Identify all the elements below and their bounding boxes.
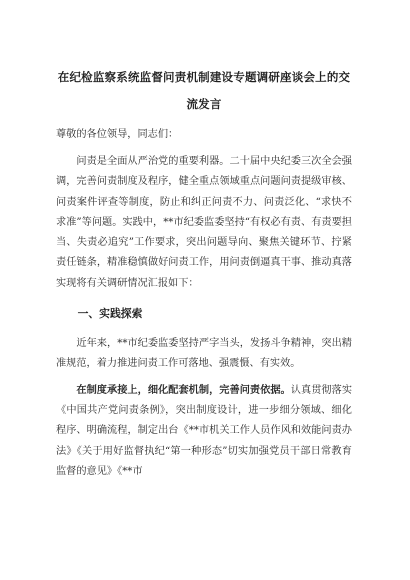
paragraph-body-text: 认真贯彻落实《中国共产党问责条例》，突出制度设计，进一步细分领域、细化程序、明确流程，制定出台《**市机关工作人员作风和效能问责办法》《关于用好监督执纪“第一种形态”切实加强党员干部日常教育监督的意见》《**市 <box>56 384 353 477</box>
paragraph-institutional <box>56 381 352 482</box>
paragraph-lead-sentence: 在制度承接上，细化配套机制，完善问责依据。 <box>76 384 291 396</box>
greeting: 尊敬的各位领导，同志们： <box>56 129 179 140</box>
paragraph-overview: 近年来，**市纪委监委坚持严字当头，发扬斗争精神，突出精准规范，着力推进问责工作可落地、强震慑、有实效。 <box>56 338 352 370</box>
section-heading-practice: 一、实践探索 <box>77 307 143 321</box>
title-line-2: 流发言 <box>186 97 222 111</box>
document-title <box>56 64 352 118</box>
title-line-1: 在纪检监察系统监督问责机制建设专题调研座谈会上的交 <box>57 70 351 84</box>
paragraph-intro: 问责是全面从严治党的重要利器。二十届中央纪委三次全会强调，完善问责制度及程序，健全重点领域重点问题问责提级审核、问责案件评查等制度，防止和纠正问责不力、问责泛化、“求快不求准”等问题。实践中，**市纪委监委坚持“有权必有责、有责要担当、失责必追究”工作要求，突出问题导向、聚焦关键环节、拧紧责任链条，精准稳慎做好问责工作，用问责倒逼真干事、推动真落实现将有关调研情况汇报如下： <box>56 156 352 289</box>
